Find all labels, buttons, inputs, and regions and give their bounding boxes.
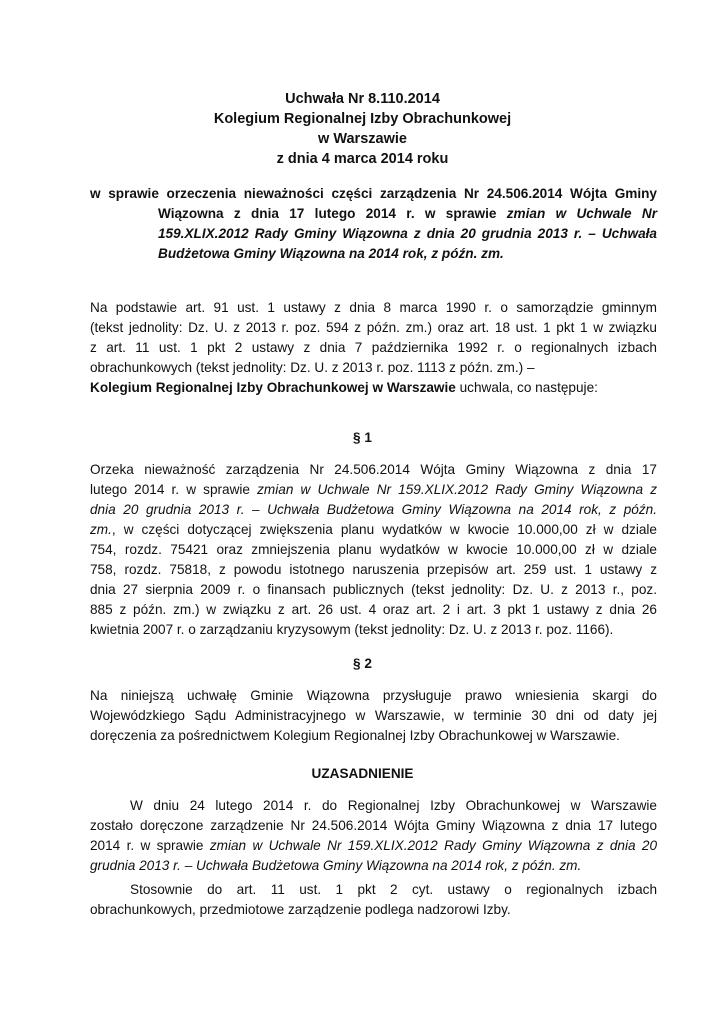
title-resolution-number: Uchwała Nr 8.110.2014 (285, 91, 440, 107)
resolution-subject (90, 184, 657, 264)
subject-line: Budżetowa Gminy Wiązowna na 2014 rok, z późn. zm. (158, 246, 504, 261)
title-issuer: Kolegium Regionalnej Izby Obrachunkowej (213, 111, 512, 127)
justification-heading: UZASADNIENIE (311, 766, 414, 781)
subject-line: w sprawie orzeczenia nieważności części zarządzenia Nr 24.506.2014 Wójta Gminy (90, 186, 657, 201)
section-2-paragraph: Na niniejszą uchwałę Gminie Wiązowna przysługuje prawo wniesienia skargi do Wojewódzkiego Sądu Administracyjnego w Warszawie, w terminie 30 dni od daty jej doręczenia za pośrednictwem Kolegium Regionalnej Izby Obrachunkowej w Warszawie. (90, 688, 657, 743)
section-1-paragraph: Orzeka nieważność zarządzenia Nr 24.506.2014 Wójta Gminy Wiązowna z dnia 17 lutego 2014 r. w sprawie zmian w Uchwale Nr 159.XLIX.2012 Rady Gminy Wiązowna z dnia 20 grudnia 2013 r. – Uchwała Budżetowa Gminy Wiązowna na 2014 rok, z późn. zm., w części dotyczącej zwiększenia planu wydatków w kwocie 10.000,00 zł w dziale 754, rozdz. 75421 oraz zmniejszenia planu wydatków w kwocie 10.000,00 zł w dziale 758, rozdz. 75818, z powodu istotnego naruszenia przepisów art. 259 ust. 1 ustawy z dnia 27 sierpnia 2009 r. o finansach publicznych (tekst jednolity: Dz. U. z 2013 r., poz. 885 z późn. zm.) w związku z art. 26 ust. 4 oraz art. 2 i art. 3 pkt 1 ustawy z dnia 26 kwietnia 2007 r. o zarządzaniu kryzysowym (tekst jednolity: Dz. U. z 2013 r. poz. 1166). (90, 462, 658, 637)
document-title (0, 89, 725, 169)
section-1-heading: § 1 (353, 430, 372, 445)
subject-line: 159.XLIX.2012 Rady Gminy Wiązowna z dnia 20 grudnia 2013 r. – Uchwała (158, 226, 657, 241)
section-2-heading: § 2 (353, 656, 372, 671)
justification-paragraph-2: Stosownie do art. 11 ust. 1 pkt 2 cyt. ustawy o regionalnych izbach obrachunkowych, przedmiotowe zarządzenie podlega nadzorowi Izby. (90, 882, 657, 917)
justification-paragraph-1: W dniu 24 lutego 2014 r. do Regionalnej Izby Obrachunkowej w Warszawie zostało doręczone zarządzenie Nr 24.506.2014 Wójta Gminy Wiązowna z dnia 17 lutego 2014 r. w sprawie zmian w Uchwale Nr 159.XLIX.2012 Rady Gminy Wiązowna z dnia 20 grudnia 2013 r. – Uchwała Budżetowa Gminy Wiązowna na 2014 rok, z późn. zm. (90, 798, 658, 873)
subject-line: Wiązowna z dnia 17 lutego 2014 r. w sprawie zmian w Uchwale Nr (158, 206, 658, 221)
title-date: z dnia 4 marca 2014 roku (276, 151, 449, 167)
legal-basis-paragraph: Na podstawie art. 91 ust. 1 ustawy z dnia 8 marca 1990 r. o samorządzie gminnym (tekst jednolity: Dz. U. z 2013 r. poz. 594 z późn. zm.) oraz art. 18 ust. 1 pkt 1 w związku z art. 11 ust. 1 pkt 2 ustawy z dnia 7 października 1992 r. o regionalnych izbach obrachunkowych (tekst jednolity: Dz. U. z 2013 r. poz. 1113 z późn. zm.) – Kolegium Regionalnej Izby Obrachunkowej w Warszawie uchwala, co następuje: (90, 300, 657, 395)
title-city: w Warszawie (318, 131, 407, 147)
